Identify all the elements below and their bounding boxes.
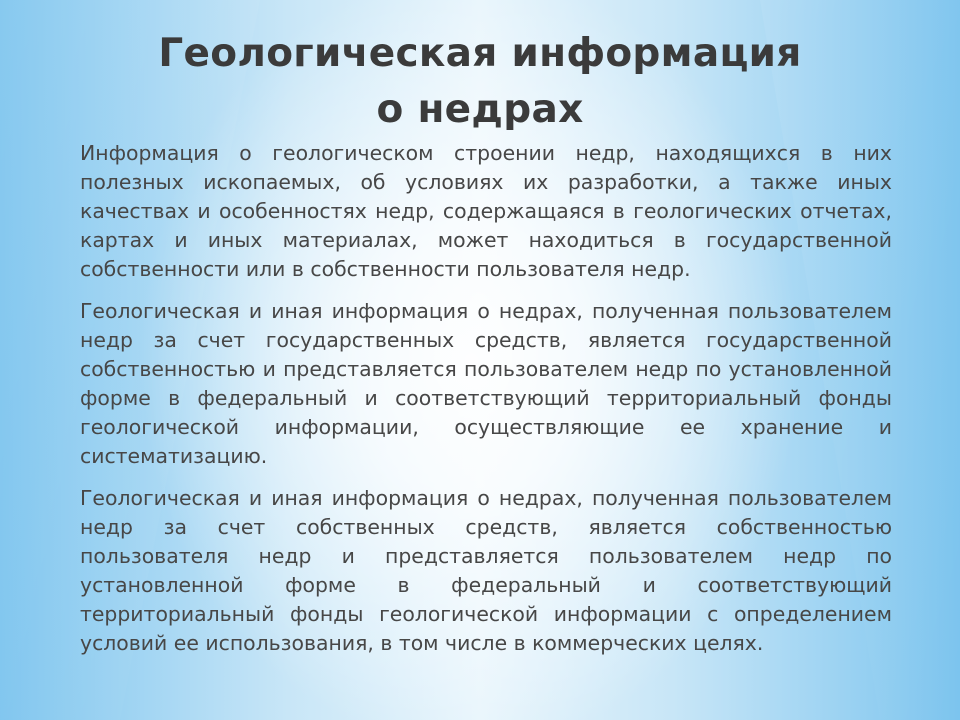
slide-title	[80, 26, 880, 138]
paragraph-state-funded: Геологическая и иная информация о недрах, полученная пользователем недр за счет государственных средств, является государственной собственностью и представляется пользователем недр по установленной форме в федеральный и соответствующий территориальный фонды геологической информации, осуществляющие ее хранение и систематизацию.	[80, 299, 892, 468]
paragraph-ownership: Информация о геологическом строении недр, находящихся в них полезных ископаемых, об условиях их разработки, а также иных качествах и особенностях недр, содержащаяся в геологических отчетах, картах и иных материалах, может находиться в государственной собственности или в собственности пользователя недр.	[80, 141, 892, 281]
slide-title-line-2: о недрах	[376, 87, 584, 132]
slide-title-line-1: Геологическая информация	[158, 31, 802, 76]
paragraph-own-funded: Геологическая и иная информация о недрах, полученная пользователем недр за счет собственных средств, является собственностью пользователя недр и представляется пользователем недр по установленной форме в федеральный и соответствующий территориальный фонды геологической информации с определением условий ее использования, в том числе в коммерческих целях.	[80, 486, 892, 655]
slide-body	[80, 139, 892, 671]
